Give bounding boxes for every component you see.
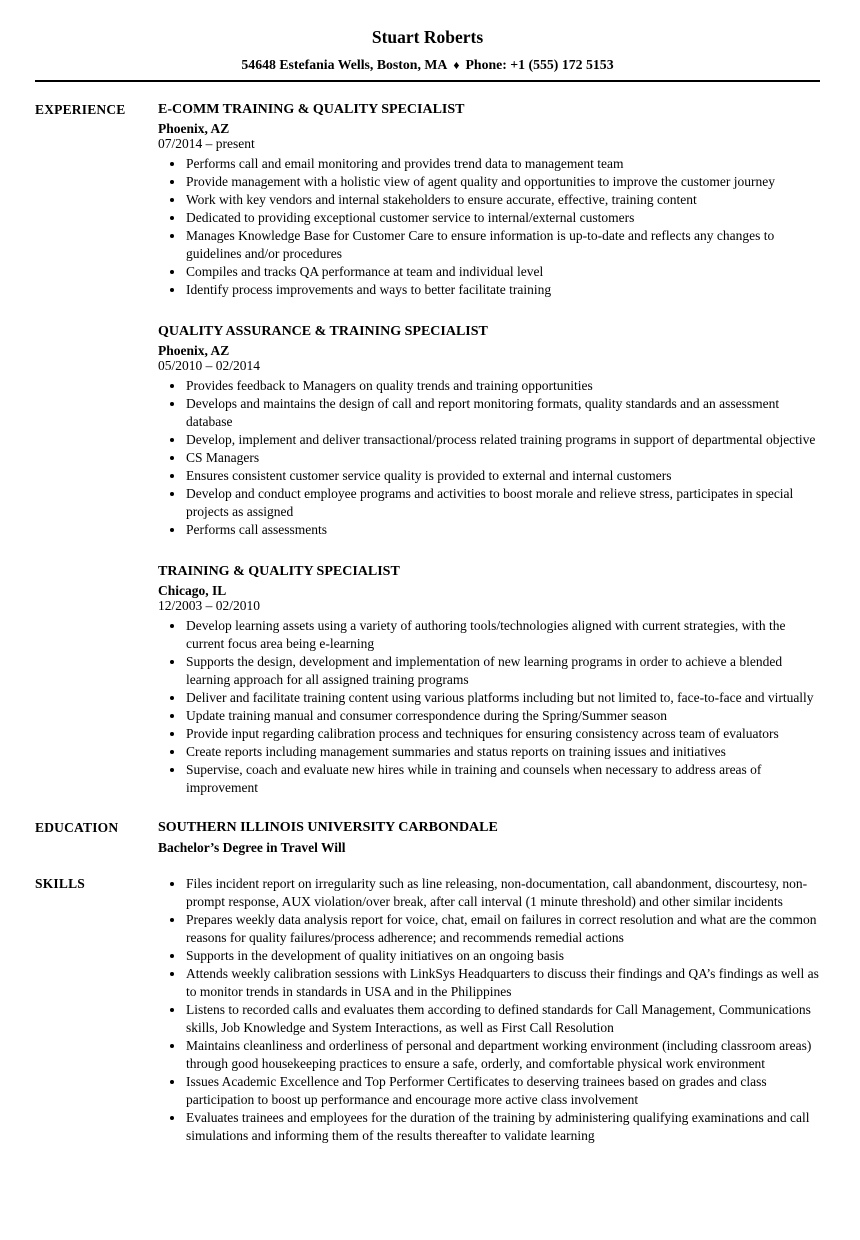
section-label-skills: SKILLS — [35, 876, 85, 891]
job-location: Phoenix, AZ — [158, 343, 230, 358]
section-label-experience: EXPERIENCE — [35, 102, 126, 117]
education-section — [35, 819, 820, 857]
bullet-item: • Develop and conduct employee programs and activities to boost morale and relieve stress, participates in special projects as assigned — [185, 485, 820, 521]
job-dates: 12/2003 – 02/2010 — [158, 598, 261, 613]
bullet-item: • Provides feedback to Managers on quality trends and training opportunities — [185, 377, 820, 395]
bullet-item: • Provide input regarding calibration process and techniques for ensuring consistency across team of evaluators — [185, 725, 820, 743]
job-bullet-list — [158, 377, 820, 539]
resume-header — [35, 26, 820, 82]
bullet-item: • Listens to recorded calls and evaluates them according to defined standards for Call Management, Communications skills, Job Knowledge and System Interactions, as well as First Call Resolution — [185, 1001, 820, 1037]
job-title: TRAINING & QUALITY SPECIALIST — [158, 564, 400, 579]
bullet-item: • Maintains cleanliness and orderliness of personal and department working environment (including classroom areas) through good housekeeping practices to ensure a safe, orderly, and comfortable physical work environment — [185, 1037, 820, 1073]
bullet-item: • Prepares weekly data analysis report for voice, chat, email on failures in correct resolution and what are the common reasons for quality failures/process adherence; and recommends remedial actions — [185, 911, 820, 947]
job-title: QUALITY ASSURANCE & TRAINING SPECIALIST — [158, 324, 488, 339]
contact-line — [35, 57, 820, 73]
bullet-item: • Dedicated to providing exceptional customer service to internal/external customers — [185, 209, 820, 227]
experience-section — [35, 101, 820, 797]
bullet-item: • Work with key vendors and internal stakeholders to ensure accurate, effective, training content — [185, 191, 820, 209]
bullet-item: • Develop, implement and deliver transactional/process related training programs in support of departmental objective — [185, 431, 820, 449]
job-bullet-list — [158, 617, 820, 797]
job-dates: 05/2010 – 02/2014 — [158, 358, 261, 373]
address-text: 54648 Estefania Wells, Boston, MA — [241, 57, 448, 72]
bullet-item: • Supports the design, development and implementation of new learning programs in order to achieve a blended learning approach for all assigned training programs — [185, 653, 820, 689]
education-degree: Bachelor’s Degree in Travel Will — [158, 840, 346, 855]
job-location: Phoenix, AZ — [158, 121, 230, 136]
bullet-item: • Supervise, coach and evaluate new hires while in training and counsels when necessary to address areas of improvement — [185, 761, 820, 797]
section-label-education: EDUCATION — [35, 820, 119, 835]
job-bullet-list — [158, 155, 820, 299]
education-content — [158, 819, 820, 857]
job-location: Chicago, IL — [158, 583, 227, 598]
bullet-item: • Ensures consistent customer service quality is provided to external and internal customers — [185, 467, 820, 485]
skills-section — [35, 875, 820, 1145]
header-divider — [35, 80, 820, 82]
job-entry-ecomm-training-quality-specialist — [158, 101, 820, 299]
job-entry-training-quality-specialist — [158, 563, 820, 797]
bullet-item: • Performs call assessments — [185, 521, 820, 539]
bullet-item: • Performs call and email monitoring and provides trend data to management team — [185, 155, 820, 173]
bullet-item: • Develop learning assets using a variety of authoring tools/technologies aligned with current strategies, with the current focus area being e-learning — [185, 617, 820, 653]
bullet-item: • Update training manual and consumer correspondence during the Spring/Summer season — [185, 707, 820, 725]
job-entry-quality-assurance-training-specialist — [158, 323, 820, 539]
bullet-item: • Evaluates trainees and employees for the duration of the training by administering qualifying examinations and call simulations and informing them of the results thereafter to validate learning — [185, 1109, 820, 1145]
bullet-item: • Provide management with a holistic view of agent quality and opportunities to improve the customer journey — [185, 173, 820, 191]
skills-bullet-list — [158, 875, 820, 1145]
bullet-item: • Compiles and tracks QA performance at team and individual level — [185, 263, 820, 281]
bullet-item: • Deliver and facilitate training content using various platforms including but not limited to, face-to-face and virtually — [185, 689, 820, 707]
bullet-item: • Identify process improvements and ways to better facilitate training — [185, 281, 820, 299]
education-school: SOUTHERN ILLINOIS UNIVERSITY CARBONDALE — [158, 820, 498, 835]
bullet-item: • Files incident report on irregularity such as line releasing, non-documentation, call abandonment, discourtesy, non-prompt response, AUX violation/over break, after call interval (1 minute threshold) and other similar incidents — [185, 875, 820, 911]
bullet-item: • Manages Knowledge Base for Customer Care to ensure information is up-to-date and reflects any changes to guidelines and/or procedures — [185, 227, 820, 263]
bullet-item: • Attends weekly calibration sessions with LinkSys Headquarters to discuss their findings and QA’s findings as well as to monitor trends in standards in USA and in the Philippines — [185, 965, 820, 1001]
bullet-item: • Issues Academic Excellence and Top Performer Certificates to deserving trainees based on grades and class participation to boost up performance and encourage more active class involvement — [185, 1073, 820, 1109]
diamond-icon: ♦ — [453, 58, 460, 72]
resume-name: Stuart Roberts — [371, 27, 484, 47]
phone-text: Phone: +1 (555) 172 5153 — [465, 57, 614, 72]
bullet-item: • Develops and maintains the design of call and report monitoring formats, quality standards and an assessment database — [185, 395, 820, 431]
job-dates: 07/2014 – present — [158, 136, 255, 151]
bullet-item: • Supports in the development of quality initiatives on an ongoing basis — [185, 947, 820, 965]
bullet-item: • CS Managers — [185, 449, 820, 467]
job-title: E-COMM TRAINING & QUALITY SPECIALIST — [158, 102, 465, 117]
bullet-item: • Create reports including management summaries and status reports on training issues and initiatives — [185, 743, 820, 761]
experience-content — [158, 101, 820, 797]
skills-content — [158, 875, 820, 1145]
